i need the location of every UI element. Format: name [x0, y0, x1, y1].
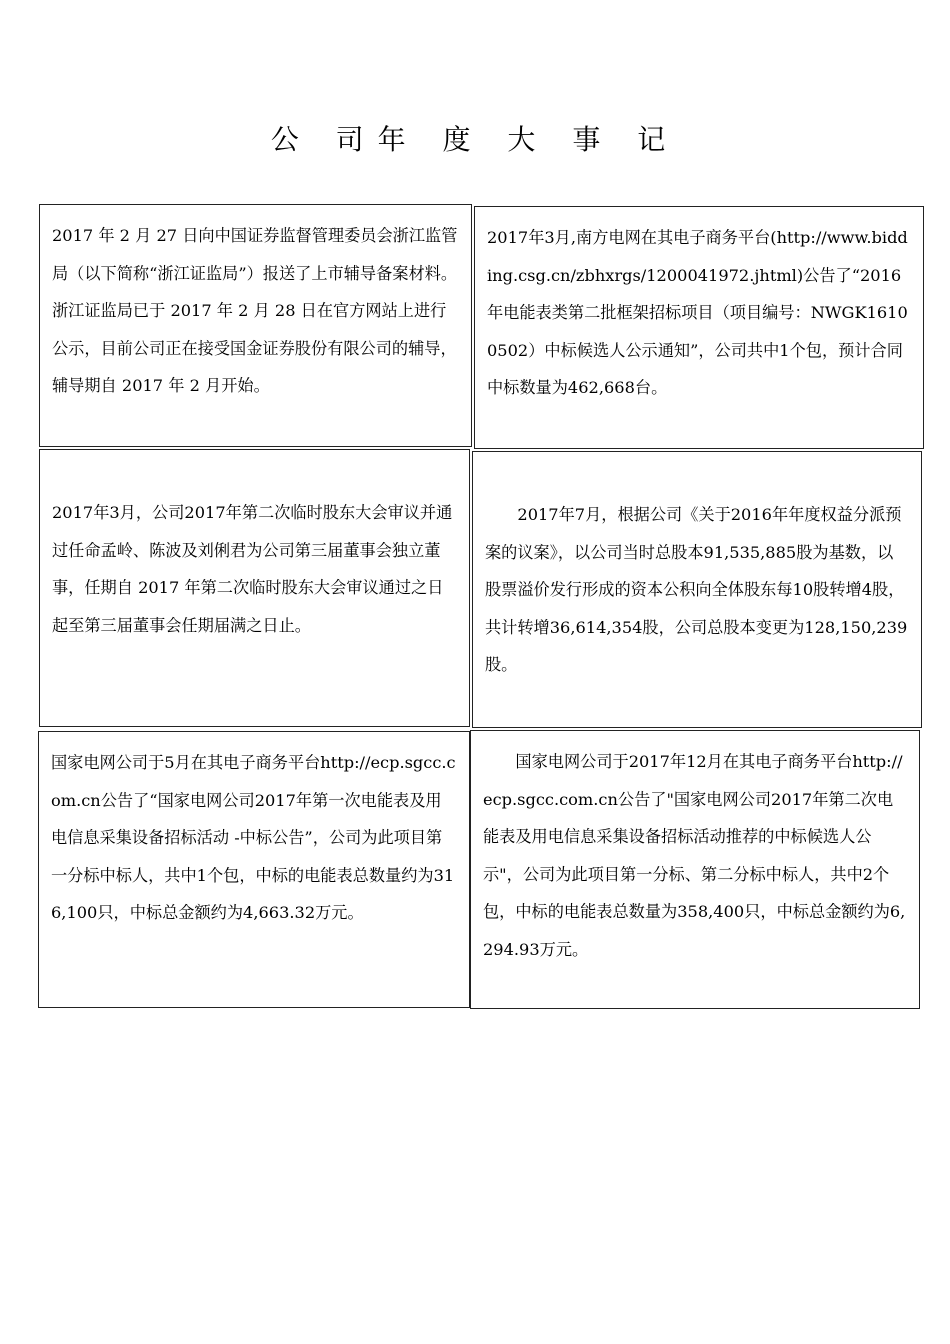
- event-box-dec-2017-sgcc-bid: [470, 730, 920, 1009]
- event-text: 2017 年 2 月 27 日向中国证券监督管理委员会浙江监管局（以下简称“浙江证监局”）报送了上市辅导备案材料。浙江证监局已于 2017 年 2 月 28 日在官方网站上进行公示，目前公司正在接受国金证券股份有限公司的辅导，辅导期自 2017 年 2 月开始。: [52, 226, 458, 395]
- page-title: 公 司年 度 大 事 记: [270, 123, 680, 156]
- event-text: 2017年3月,南方电网在其电子商务平台(http://www.bidding.csg.cn/zbhxrgs/1200041972.jhtml)公告了“2016年电能表类第二批框架招标项目（项目编号：NWGK16100502）中标候选人公示通知”，公司共中1个包，预计合同中标数量为462,668台。: [487, 228, 908, 397]
- event-box-mar-2017-csg-bid: [474, 206, 924, 449]
- event-text: 2017年3月，公司2017年第二次临时股东大会审议并通过任命孟岭、陈波及刘俐君为公司第三届董事会独立董事，任期自 2017 年第二次临时股东大会审议通过之日起至第三届董事会任期届满之日止。: [52, 503, 453, 635]
- event-box-may-2017-sgcc-bid: [38, 731, 470, 1008]
- event-text: 2017年7月，根据公司《关于2016年年度权益分派预案的议案》，以公司当时总股本91,535,885股为基数，以股票溢价发行形成的资本公积向全体股东每10股转增4股，共计转增36,614,354股，公司总股本变更为128,150,239股。: [485, 505, 908, 674]
- event-box-jul-2017-equity-distribution: [472, 451, 922, 728]
- event-box-feb-2017-listing-tutoring: [39, 204, 472, 447]
- event-text: 国家电网公司于5月在其电子商务平台http://ecp.sgcc.com.cn公告了“国家电网公司2017年第一次电能表及用电信息采集设备招标活动 -中标公告”，公司为此项目第一分标中标人，共中1个包，中标的电能表总数量约为316,100只，中标总金额约为4,663.32万元。: [51, 753, 456, 922]
- event-box-mar-2017-independent-directors: [39, 449, 470, 727]
- event-text: 国家电网公司于2017年12月在其电子商务平台http://ecp.sgcc.com.cn公告了"国家电网公司2017年第二次电能表及用电信息采集设备招标活动推荐的中标候选人公示"，公司为此项目第一分标、第二分标中标人，共中2个包，中标的电能表总数量为358,400只，中标总金额约为6,294.93万元。: [483, 752, 906, 959]
